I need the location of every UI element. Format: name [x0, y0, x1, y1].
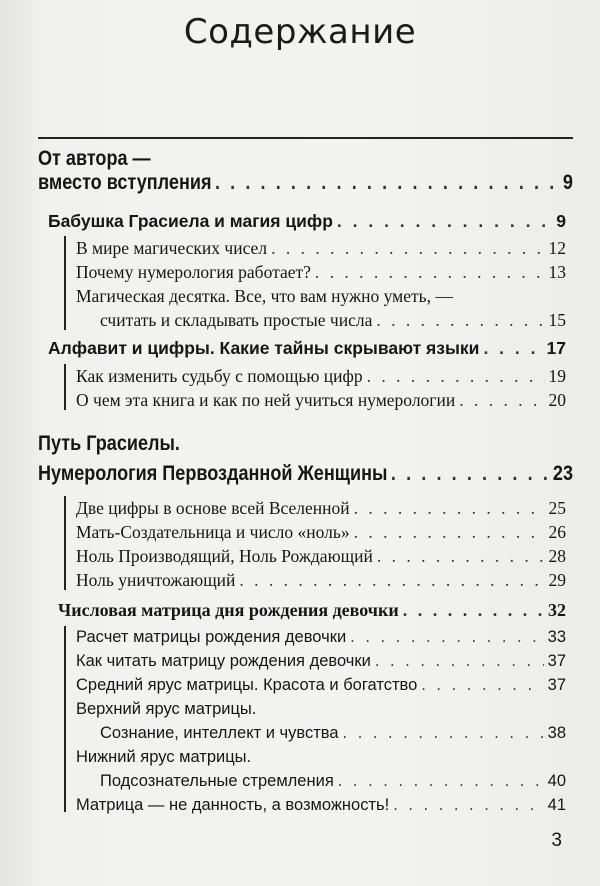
- toc-entry-section[interactable]: [76, 652, 566, 671]
- entry-page: 9: [556, 211, 566, 231]
- entry-title: считать и складывать простые числа: [100, 310, 373, 330]
- entry-title: Подсознательные стремления: [100, 772, 334, 790]
- leader-dots: [354, 498, 545, 519]
- entry-page: 23: [552, 462, 573, 485]
- entry-page: 17: [546, 338, 566, 358]
- entry-title: Ноль уничтожающий: [76, 570, 236, 590]
- entry-title: Мать-Создательница и число «ноль»: [76, 522, 350, 542]
- part-heading-line: Путь Грасиелы.: [38, 432, 180, 455]
- section-bar: [64, 626, 66, 812]
- entry-page: 13: [548, 262, 566, 282]
- page-number: 3: [551, 830, 562, 851]
- toc-entry-section[interactable]: [76, 796, 566, 815]
- entry-page: 20: [548, 390, 566, 410]
- entry-page: 32: [548, 600, 566, 620]
- leader-dots: [343, 724, 544, 743]
- leader-dots: [271, 238, 544, 259]
- entry-title: Бабушка Грасиела и магия цифр: [48, 211, 333, 231]
- toc-entry-section[interactable]: [76, 238, 566, 259]
- entry-title: Числовая матрица дня рождения девочки: [58, 600, 399, 620]
- entry-page: 37: [547, 676, 566, 694]
- toc-entry-chapter[interactable]: [48, 338, 566, 359]
- entry-page: 26: [548, 522, 566, 542]
- section-bar: [64, 496, 66, 590]
- leader-dots: [354, 522, 545, 543]
- section-line: Верхний ярус матрицы.: [76, 700, 257, 718]
- entry-title: Матрица — не данность, а возможность!: [76, 796, 390, 814]
- toc-entry-section[interactable]: [76, 522, 566, 543]
- entry-page: 37: [547, 652, 566, 670]
- leader-dots: [375, 652, 544, 671]
- entry-page: 9: [562, 171, 573, 194]
- page-title: Содержание: [183, 12, 417, 52]
- leader-dots: [239, 570, 544, 591]
- leader-dots: [391, 462, 550, 486]
- entry-page: 41: [547, 796, 566, 814]
- leader-dots: [350, 628, 543, 647]
- title-rule: [38, 137, 573, 139]
- entry-page: 15: [548, 310, 566, 330]
- toc-entry-section[interactable]: [76, 498, 566, 519]
- leader-dots: [421, 676, 543, 695]
- toc-entry-section[interactable]: [76, 628, 566, 647]
- leader-dots: [459, 390, 544, 411]
- leader-dots: [215, 171, 560, 195]
- part-heading-line: От автора —: [38, 147, 151, 170]
- entry-page: 28: [548, 546, 566, 566]
- toc-entry-section[interactable]: [76, 570, 566, 591]
- entry-title: О чем эта книга и как по ней учиться нумерологии: [76, 390, 456, 410]
- entry-page: 40: [547, 772, 566, 790]
- toc-entry-section[interactable]: [76, 676, 566, 695]
- leader-dots: [338, 772, 544, 791]
- section-line: Магическая десятка. Все, что вам нужно уметь, —: [76, 286, 453, 306]
- entry-page: 29: [548, 570, 566, 590]
- entry-title: Расчет матрицы рождения девочки: [76, 628, 347, 646]
- entry-page: 19: [548, 366, 566, 386]
- entry-title: Сознание, интеллект и чувства: [100, 724, 339, 742]
- entry-title: Почему нумерология работает?: [76, 262, 311, 282]
- toc-entry-section[interactable]: [100, 772, 566, 791]
- entry-title: Средний ярус матрицы. Красота и богатство: [76, 676, 418, 694]
- leader-dots: [367, 366, 545, 387]
- toc-entry-section[interactable]: [100, 724, 566, 743]
- entry-title: Как читать матрицу рождения девочки: [76, 652, 371, 670]
- toc-entry-section[interactable]: [100, 310, 566, 331]
- entry-title: вместо вступления: [38, 171, 212, 194]
- entry-title: В мире магических чисел: [76, 238, 268, 258]
- leader-dots: [337, 211, 552, 232]
- leader-dots: [376, 310, 544, 331]
- entry-title: Как изменить судьбу с помощью цифр: [76, 366, 363, 386]
- entry-page: 33: [547, 628, 566, 646]
- entry-title: Нумерология Первозданной Женщины: [38, 462, 388, 485]
- entry-title: Ноль Производящий, Ноль Рождающий: [76, 546, 373, 566]
- leader-dots: [403, 600, 544, 621]
- entry-page: 38: [547, 724, 566, 742]
- leader-dots: [377, 546, 545, 567]
- toc-entry-section[interactable]: [76, 366, 566, 387]
- section-bar: [64, 364, 66, 410]
- entry-page: 12: [548, 238, 566, 258]
- toc-entry-chapter[interactable]: [48, 211, 566, 232]
- entry-title: Две цифры в основе всей Вселенной: [76, 498, 350, 518]
- toc-entry-section[interactable]: [76, 546, 566, 567]
- toc-entry-part[interactable]: [38, 462, 573, 486]
- toc-entry-chapter[interactable]: [58, 600, 566, 621]
- toc-entry-section[interactable]: [76, 262, 566, 283]
- entry-page: 25: [548, 498, 566, 518]
- section-bar: [64, 236, 66, 330]
- toc-entry-part[interactable]: [38, 171, 573, 195]
- leader-dots: [483, 338, 542, 359]
- entry-title: Алфавит и цифры. Какие тайны скрывают языки: [48, 338, 480, 358]
- leader-dots: [393, 796, 543, 815]
- section-line: Нижний ярус матрицы.: [76, 748, 252, 766]
- toc-entry-section[interactable]: [76, 390, 566, 411]
- leader-dots: [315, 262, 545, 283]
